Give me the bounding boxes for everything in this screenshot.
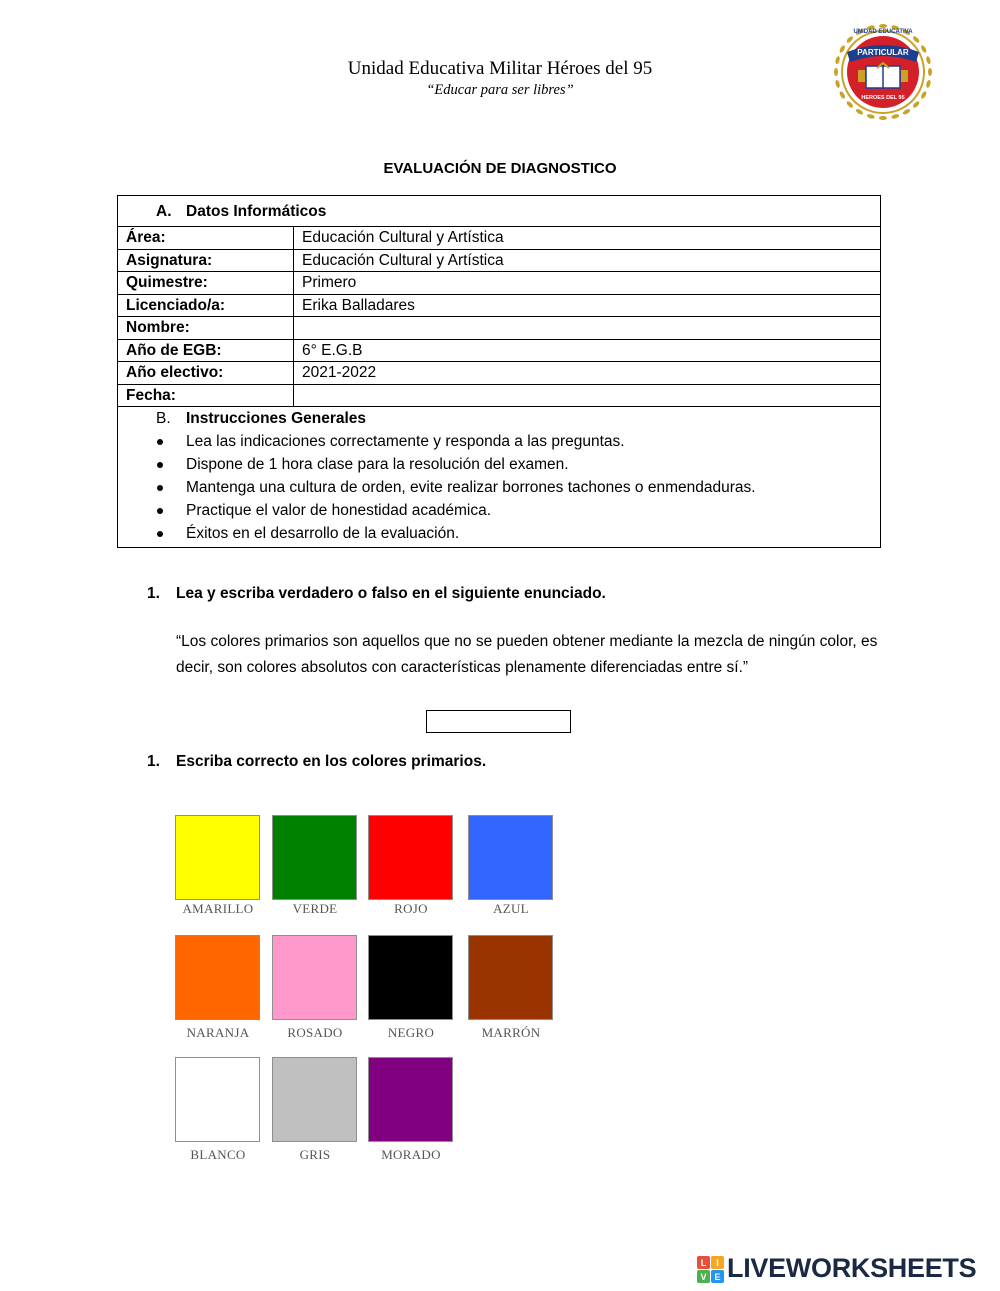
question-1-quote: “Los colores primarios son aquellos que no se pueden obtener mediante la mezcla de ningún color, es decir, son colores absolutos con características plenamente diferenciadas entre sí.” [176, 633, 878, 676]
laurel-leaf [925, 80, 931, 89]
info-label: Licenciado/a: [118, 294, 294, 317]
liveworksheets-logo-icon [697, 1256, 725, 1284]
section-a-header [118, 196, 881, 227]
question-1-text: Lea y escriba verdadero o falso en el siguiente enunciado. [176, 585, 606, 602]
color-swatch-naranja [175, 935, 260, 1020]
info-row [118, 249, 881, 272]
color-swatch-marrón [468, 935, 553, 1020]
laurel-leaf [912, 100, 920, 108]
info-row [118, 339, 881, 362]
info-label: Año de EGB: [118, 339, 294, 362]
laurel-leaf [920, 91, 927, 100]
document-title: EVALUACIÓN DE DIAGNOSTICO [383, 160, 617, 177]
section-b-title: Instrucciones Generales [186, 410, 367, 427]
laurel-leaf [835, 80, 841, 89]
info-value: 2021-2022 [294, 362, 881, 385]
color-swatch-rosado [272, 935, 357, 1020]
instruction-item: Lea las indicaciones correctamente y responda a las preguntas. [156, 430, 872, 453]
color-swatch-rojo [368, 815, 453, 900]
color-label: GRIS [299, 1147, 331, 1162]
laurel-leaf [902, 108, 911, 115]
info-row [118, 294, 881, 317]
info-row [118, 362, 881, 385]
laurel-leaf [920, 45, 927, 54]
color-swatch-morado [368, 1057, 453, 1142]
laurel-leaf [925, 56, 931, 65]
laurel-leaf [866, 113, 875, 119]
color-label: BLANCO [190, 1147, 246, 1162]
section-a-header-row [118, 196, 881, 227]
info-row [118, 272, 881, 295]
color-label: NEGRO [387, 1025, 435, 1040]
color-label: MORADO [381, 1147, 441, 1162]
info-value [294, 384, 881, 407]
info-table [117, 195, 881, 548]
color-label: ROJO [394, 901, 428, 916]
laurel-leaf [835, 56, 841, 65]
true-false-answer-input[interactable] [426, 710, 571, 733]
laurel-leaf [912, 35, 920, 43]
info-label: Fecha: [118, 384, 294, 407]
laurel-leaf [846, 100, 854, 108]
instruction-item: Éxitos en el desarrollo de la evaluación. [156, 522, 872, 545]
laurel-leaf [879, 116, 887, 120]
section-b-row [118, 407, 881, 548]
question-2-text: Escriba correcto en los colores primarios. [176, 753, 487, 770]
laurel-leaf [891, 113, 900, 119]
section-b-letter: B. [156, 410, 171, 427]
logo-letter: I [716, 1258, 719, 1268]
color-swatch-amarillo [175, 815, 260, 900]
color-label: MARRÓN [481, 1025, 541, 1040]
info-value: 6° E.G.B [294, 339, 881, 362]
info-value: Erika Balladares [294, 294, 881, 317]
laurel-leaf [834, 68, 838, 76]
color-label: VERDE [292, 901, 338, 916]
school-name: Unidad Educativa Militar Héroes del 95 [347, 58, 653, 79]
laurel-leaf [846, 35, 854, 43]
laurel-leaf [855, 108, 864, 115]
crest-top-text: UNIDAD EDUCATIVA [853, 29, 913, 35]
section-a-letter: A. [156, 202, 172, 220]
school-crest-icon [828, 20, 938, 124]
crest-banner-text: PARTICULAR [857, 48, 909, 57]
instruction-item: Dispone de 1 hora clase para la resolución del examen. [156, 453, 872, 476]
school-motto: “Educar para ser libres” [426, 82, 574, 98]
question-2-title [147, 753, 486, 771]
info-row [118, 227, 881, 250]
color-label: AMARILLO [182, 901, 254, 916]
info-value: Primero [294, 272, 881, 295]
color-label: ROSADO [287, 1025, 343, 1040]
logo-letter: L [700, 1258, 707, 1268]
laurel-leaf [879, 24, 887, 28]
info-label: Quimestre: [118, 272, 294, 295]
info-value [294, 317, 881, 340]
color-swatch-verde [272, 815, 357, 900]
info-value: Educación Cultural y Artística [294, 249, 881, 272]
section-a-title: Datos Informáticos [186, 202, 327, 220]
laurel-leaf [839, 45, 846, 54]
color-swatch-azul [468, 815, 553, 900]
color-swatch-blanco [175, 1057, 260, 1142]
laurel-leaf [839, 91, 846, 100]
info-label: Área: [118, 227, 294, 250]
instruction-item: Mantenga una cultura de orden, evite realizar borrones tachones o enmendaduras. [156, 476, 872, 499]
question-2-number: 1. [147, 753, 160, 770]
instructions-cell [118, 407, 881, 548]
info-label: Nombre: [118, 317, 294, 340]
info-value: Educación Cultural y Artística [294, 227, 881, 250]
crest-bottom-text: HEROES DEL 95 [861, 95, 905, 101]
question-1-title [147, 585, 606, 603]
color-label: AZUL [493, 901, 529, 916]
color-swatch-negro [368, 935, 453, 1020]
color-swatch-gris [272, 1057, 357, 1142]
instruction-item: Practique el valor de honestidad académica. [156, 499, 872, 522]
color-label: NARANJA [186, 1025, 250, 1040]
section-b-header [156, 407, 872, 430]
info-label: Año electivo: [118, 362, 294, 385]
logo-letter: E [714, 1272, 721, 1282]
liveworksheets-brand: LIVEWORKSHEETS [727, 1253, 977, 1283]
laurel-leaf [928, 68, 932, 76]
instructions-list [156, 430, 872, 545]
info-row [118, 384, 881, 407]
info-label: Asignatura: [118, 249, 294, 272]
question-1-number: 1. [147, 585, 160, 602]
info-row [118, 317, 881, 340]
logo-letter: V [700, 1272, 707, 1282]
